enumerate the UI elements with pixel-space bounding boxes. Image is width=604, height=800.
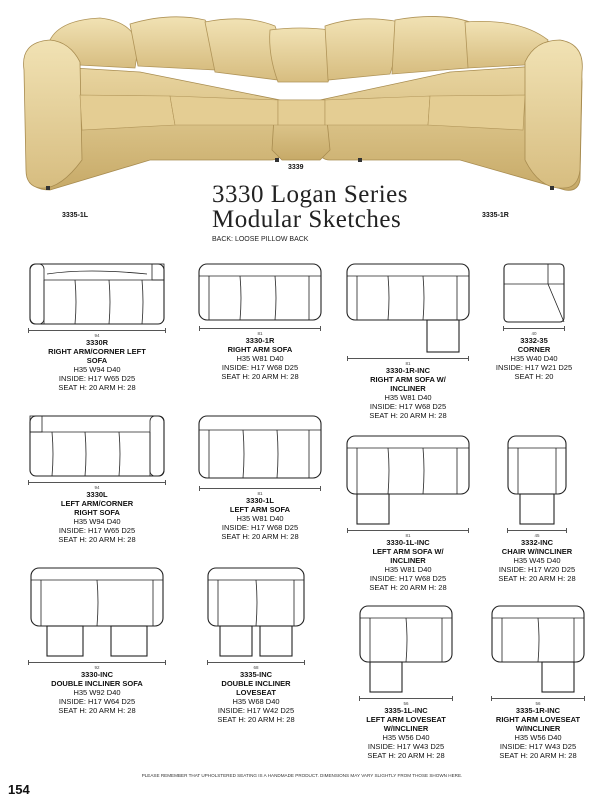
dim-3335-1l-inc: 56 — [403, 701, 409, 706]
name-3330r-2: SOFA — [86, 356, 108, 365]
page-number: 154 — [8, 782, 30, 797]
model-3330r: 3330R — [85, 338, 109, 347]
sketch-3330r — [27, 262, 167, 326]
item-3330-1l — [190, 414, 330, 541]
model-3330-inc: 3330-INC — [80, 670, 114, 679]
back-style-note: BACK: LOOSE PILLOW BACK — [212, 236, 309, 243]
name-3330l-2: RIGHT SOFA — [74, 508, 120, 517]
sketch-3332-35 — [498, 262, 570, 324]
page-title — [212, 182, 408, 233]
dim-3332-inc: 45 — [534, 533, 540, 538]
name-3330-inc-1: DOUBLE INCLINER SOFA — [51, 679, 143, 688]
dim-3330-inc: 92 — [94, 665, 100, 670]
model-3332-inc: 3332-INC — [520, 538, 554, 547]
sketch-3330-1r-inc — [343, 262, 473, 354]
spec-3330-1l-1: H35 W81 D40 — [236, 514, 284, 523]
spec-3330-1r-1: H35 W81 D40 — [236, 354, 284, 363]
spec-3330-1l-inc-2: INSIDE: H17 W68 D25 — [369, 574, 447, 583]
sketch-3335-1r-inc — [488, 604, 588, 694]
item-3335-1r-inc — [478, 604, 598, 760]
spec-3330r-1: H35 W94 D40 — [73, 365, 121, 374]
spec-3335-1r-inc-3: SEAT H: 20 ARM H: 28 — [499, 751, 577, 760]
spec-3330-1l-2: INSIDE: H17 W68 D25 — [221, 523, 299, 532]
model-3330-1l: 3330-1L — [246, 496, 274, 505]
item-3330-1l-inc — [338, 434, 478, 592]
sketch-3330-1l-inc — [343, 434, 473, 526]
name-3330l-1: LEFT ARM/CORNER — [60, 499, 134, 508]
spec-3330-inc-2: INSIDE: H17 W64 D25 — [58, 697, 136, 706]
photo-label-left: 3335-1L — [62, 212, 89, 219]
spec-3332-35-3: SEAT H: 20 — [514, 372, 554, 381]
sketch-3335-1l-inc — [356, 604, 456, 694]
model-3335-1l-inc: 3335-1L-INC — [384, 706, 428, 715]
spec-3330-inc-3: SEAT H: 20 ARM H: 28 — [58, 706, 136, 715]
spec-3330-1r-inc-2: INSIDE: H17 W68 D25 — [369, 402, 447, 411]
spec-3330-1r-3: SEAT H: 20 ARM H: 28 — [221, 372, 299, 381]
dim-3330-1l-inc: 81 — [405, 533, 411, 538]
dim-3330-1l: 81 — [257, 491, 263, 496]
spec-3335-1l-inc-3: SEAT H: 20 ARM H: 28 — [367, 751, 445, 760]
spec-3332-35-2: INSIDE: H17 W21 D25 — [495, 363, 573, 372]
spec-3332-inc-3: SEAT H: 20 ARM H: 28 — [498, 574, 576, 583]
item-3330-1r — [190, 262, 330, 381]
name-3330-1l-inc-1: LEFT ARM SOFA W/ — [372, 547, 444, 556]
name-3332-35-1: CORNER — [517, 345, 551, 354]
name-3330-1l-1: LEFT ARM SOFA — [229, 505, 291, 514]
spec-3330l-3: SEAT H: 20 ARM H: 28 — [58, 535, 136, 544]
spec-3330-1r-inc-3: SEAT H: 20 ARM H: 28 — [369, 411, 447, 420]
spec-3332-inc-1: H35 W45 D40 — [513, 556, 561, 565]
spec-3330-1l-3: SEAT H: 20 ARM H: 28 — [221, 532, 299, 541]
spec-3335-1r-inc-1: H35 W56 D40 — [514, 733, 562, 742]
name-3330r-1: RIGHT ARM/CORNER LEFT — [48, 347, 146, 356]
model-3330-1l-inc: 3330-1L-INC — [386, 538, 430, 547]
model-3332-35: 3332-35 — [520, 336, 548, 345]
name-3335-1r-inc-1: RIGHT ARM LOVESEAT — [495, 715, 581, 724]
spec-3330l-2: INSIDE: H17 W65 D25 — [58, 526, 136, 535]
title-line-2: Modular Sketches — [212, 206, 402, 233]
sketch-3330l — [27, 414, 167, 478]
item-3330l — [22, 414, 172, 544]
sketch-3332-inc — [502, 434, 572, 526]
title-line-1: 3330 Logan Series — [212, 181, 408, 208]
name-3330-1r-inc-2: INCLINER — [390, 384, 426, 393]
model-3335-inc: 3335-INC — [239, 670, 273, 679]
spec-3335-1r-inc-2: INSIDE: H17 W43 D25 — [499, 742, 577, 751]
model-3330l: 3330L — [86, 490, 108, 499]
photo-label-center: 3339 — [288, 164, 304, 171]
spec-3335-inc-2: INSIDE: H17 W42 D25 — [217, 706, 295, 715]
item-3332-35 — [494, 262, 574, 381]
spec-3330l-1: H35 W94 D40 — [73, 517, 121, 526]
spec-3330-1r-inc-1: H35 W81 D40 — [384, 393, 432, 402]
model-3330-1r-inc: 3330-1R-INC — [385, 366, 431, 375]
dim-3335-1r-inc: 56 — [535, 701, 541, 706]
dim-3330l: 94 — [94, 485, 100, 490]
spec-3335-inc-1: H35 W68 D40 — [232, 697, 280, 706]
spec-3335-1l-inc-2: INSIDE: H17 W43 D25 — [367, 742, 445, 751]
spec-3330-inc-1: H35 W92 D40 — [73, 688, 121, 697]
sketch-3330-1l — [195, 414, 325, 484]
name-3335-1l-inc-1: LEFT ARM LOVESEAT — [366, 715, 446, 724]
photo-label-right: 3335-1R — [482, 212, 509, 219]
name-3330-1r-inc-1: RIGHT ARM SOFA W/ — [370, 375, 446, 384]
dim-3330-1r-inc: 81 — [405, 361, 411, 366]
dim-3330r: 94 — [94, 333, 100, 338]
name-3335-1r-inc-2: W/INCLINER — [515, 724, 561, 733]
disclaimer-footer: PLEASE REMEMBER THAT UPHOLSTERED SEATING IS A HANDMADE PRODUCT. DIMENSIONS MAY VARY SLIGHTLY FROM THOSE SHOWN HERE. — [141, 773, 463, 778]
dim-3335-inc: 68 — [253, 665, 259, 670]
spec-3335-1l-inc-1: H35 W56 D40 — [382, 733, 430, 742]
name-3332-inc-1: CHAIR W/INCLINER — [501, 547, 573, 556]
item-3330-inc — [22, 566, 172, 715]
name-3330-1l-inc-2: INCLINER — [390, 556, 426, 565]
name-3335-inc-1: DOUBLE INCLINER — [221, 679, 291, 688]
dim-3332-35: 40 — [531, 331, 537, 336]
spec-3330-1l-inc-3: SEAT H: 20 ARM H: 28 — [369, 583, 447, 592]
spec-3332-35-1: H35 W40 D40 — [510, 354, 558, 363]
dim-3330-1r: 81 — [257, 331, 263, 336]
spec-3330r-2: INSIDE: H17 W65 D25 — [58, 374, 136, 383]
sketch-3335-inc — [204, 566, 308, 658]
item-3335-1l-inc — [346, 604, 466, 760]
item-3335-inc — [196, 566, 316, 724]
spec-3330-1r-2: INSIDE: H17 W68 D25 — [221, 363, 299, 372]
name-3330-1r-1: RIGHT ARM SOFA — [227, 345, 293, 354]
spec-3330-1l-inc-1: H35 W81 D40 — [384, 565, 432, 574]
spec-3332-inc-2: INSIDE: H17 W20 D25 — [498, 565, 576, 574]
spec-3330r-3: SEAT H: 20 ARM H: 28 — [58, 383, 136, 392]
item-3332-inc — [492, 434, 582, 583]
name-3335-inc-2: LOVESEAT — [236, 688, 276, 697]
name-3335-1l-inc-2: W/INCLINER — [383, 724, 429, 733]
item-3330-1r-inc — [338, 262, 478, 420]
sketch-3330-1r — [195, 262, 325, 324]
sketch-3330-inc — [27, 566, 167, 658]
model-3330-1r: 3330-1R — [245, 336, 275, 345]
spec-3335-inc-3: SEAT H: 20 ARM H: 28 — [217, 715, 295, 724]
model-3335-1r-inc: 3335-1R-INC — [515, 706, 561, 715]
item-3330r — [22, 262, 172, 392]
